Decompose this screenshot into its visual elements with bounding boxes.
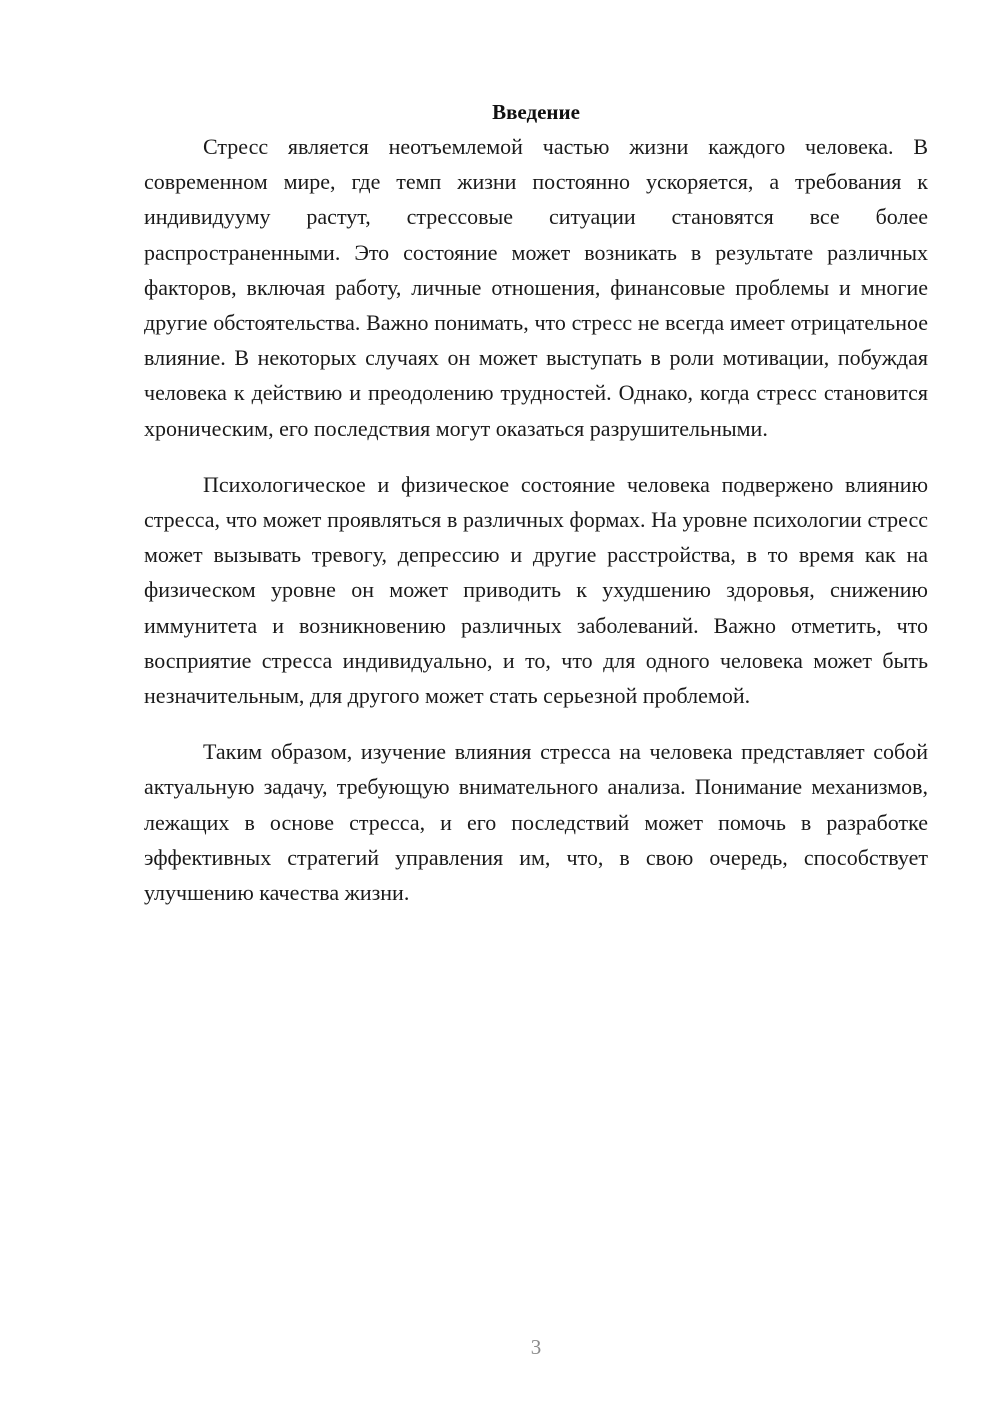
section-heading: Введение [492,100,580,124]
paragraph-3: Таким образом, изучение влияния стресса на человека представляет собой актуальную задачу, требующую внимательного анализа. Понимание механизмов, лежащих в основе стресса, и его последствий может помочь в разработке эффективных стратегий управления им, что, в свою очередь, способствует улучшению качества жизни. [144,739,928,906]
paragraph-2: Психологическое и физическое состояние человека подвержено влиянию стресса, что может проявляться в различных формах. На уровне психологии стресс может вызывать тревогу, депрессию и другие расстройства, в то время как на физическом уровне он может приводить к ухудшению здоровья, снижению иммунитета и возникновению различных заболеваний. Важно отметить, что восприятие стресса индивидуально, и то, что для одного человека может быть незначительным, для другого может стать серьезной проблемой. [144,471,928,709]
page-number: 3 [530,1335,542,1359]
page-content [144,97,928,910]
paragraph-1: Стресс является неотъемлемой частью жизни каждого человека. В современном мире, где темп жизни постоянно ускоряется, а требования к индивидууму растут, стрессовые ситуации становятся все более распространенными. Это состояние может возникать в результате различных факторов, включая работу, личные отношения, финансовые проблемы и многие другие обстоятельства. Важно понимать, что стресс не всегда имеет отрицательное влияние. В некоторых случаях он может выступать в роли мотивации, побуждая человека к действию и преодолению трудностей. Однако, когда стресс становится хроническим, его последствия могут оказаться разрушительными. [144,134,928,441]
